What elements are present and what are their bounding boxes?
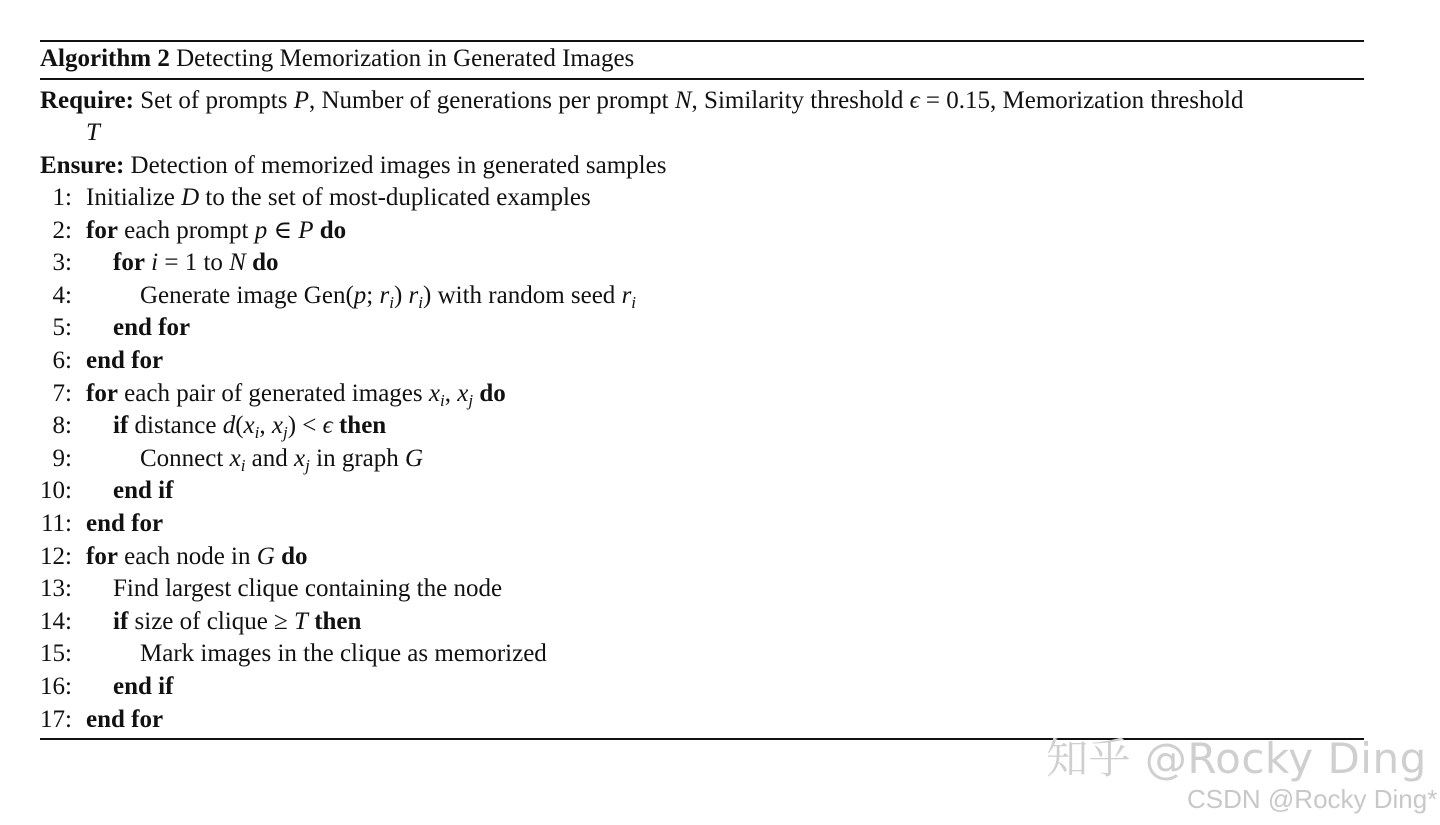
line-number: 6: — [52, 347, 72, 374]
algorithm-line — [40, 508, 1364, 540]
top-rule — [40, 40, 1364, 42]
line-number: 10: — [40, 477, 72, 505]
line-text: Connect $x_i$ and $x_j$ in graph G — [140, 444, 424, 475]
require-line — [40, 85, 1364, 117]
ensure-label: Ensure: — [40, 152, 125, 179]
require-text: Set of prompts P, Number of generations per prompt N, Similarity threshold ϵ = 0.15, Memorization threshold — [140, 87, 1244, 114]
line-text: end for — [86, 510, 164, 537]
ensure-text: Detection of memorized images in generated samples — [130, 152, 667, 179]
title-rule — [40, 78, 1364, 80]
require-label: Require: — [40, 87, 134, 114]
line-text: end for — [113, 314, 191, 342]
line-number: 16: — [40, 673, 72, 700]
line-number: 3: — [52, 249, 72, 277]
line-text: for i = 1 to N do — [113, 249, 279, 277]
csdn-watermark: CSDN @Rocky Ding* — [1187, 784, 1438, 814]
algorithm-line — [40, 475, 1364, 507]
ensure-line — [40, 150, 1364, 182]
line-number: 9: — [52, 444, 72, 472]
algorithm-line — [40, 573, 1364, 605]
algorithm-title — [40, 43, 1364, 75]
algorithm-line — [40, 671, 1364, 703]
algorithm-label: Algorithm 2 — [40, 45, 170, 72]
algorithm-line — [40, 541, 1364, 573]
require-cont-text: T — [86, 119, 100, 146]
line-number: 12: — [40, 542, 72, 570]
line-number: 11: — [40, 510, 72, 537]
line-text: if distance $d(x_i$, $x_j) < \epsilon$ then — [113, 412, 387, 442]
line-number: 13: — [40, 575, 72, 603]
line-text: Generate image Gen(p; $r_i$) $r_i$) with random seed $r_i$ — [140, 281, 637, 312]
line-number: 7: — [52, 379, 72, 407]
line-text: for each pair of generated images $x_i$, $x_j$ do — [86, 379, 506, 410]
line-number: 15: — [40, 640, 72, 668]
algorithm-line — [40, 378, 1364, 410]
line-text: end if — [113, 477, 174, 505]
line-text: end for — [86, 705, 164, 733]
algorithm-line — [40, 345, 1364, 377]
algorithm-line — [40, 182, 1364, 214]
line-text: Initialize D to the set of most-duplicated examples — [86, 184, 591, 211]
line-number: 14: — [40, 607, 72, 635]
algorithm-line — [40, 312, 1364, 344]
algorithm-line — [40, 215, 1364, 247]
line-number: 1: — [52, 184, 72, 211]
algorithm-line — [40, 638, 1364, 670]
line-number: 2: — [52, 216, 72, 244]
line-text: end if — [113, 673, 174, 700]
line-number: 8: — [52, 412, 72, 440]
line-number: 4: — [52, 281, 72, 309]
line-text: if size of clique ≥ T then — [113, 607, 362, 635]
line-text: for each prompt p ∈ P do — [86, 216, 347, 244]
line-text: Mark images in the clique as memorized — [140, 640, 547, 668]
algorithm-line — [40, 606, 1364, 638]
line-text: Find largest clique containing the node — [113, 575, 503, 603]
line-number: 17: — [40, 705, 72, 733]
algorithm-line — [40, 247, 1364, 279]
algorithm-line — [40, 410, 1364, 442]
algorithm-title-text: Detecting Memorization in Generated Images — [176, 45, 635, 72]
algorithm-line — [40, 443, 1364, 475]
algorithm-line — [40, 704, 1364, 736]
algorithm-line — [40, 280, 1364, 312]
line-text: for each node in G do — [86, 542, 308, 570]
zhihu-watermark: 知乎 @Rocky Ding — [1046, 734, 1427, 783]
line-number: 5: — [52, 314, 72, 342]
require-continuation — [40, 117, 1410, 149]
line-text: end for — [86, 347, 164, 374]
